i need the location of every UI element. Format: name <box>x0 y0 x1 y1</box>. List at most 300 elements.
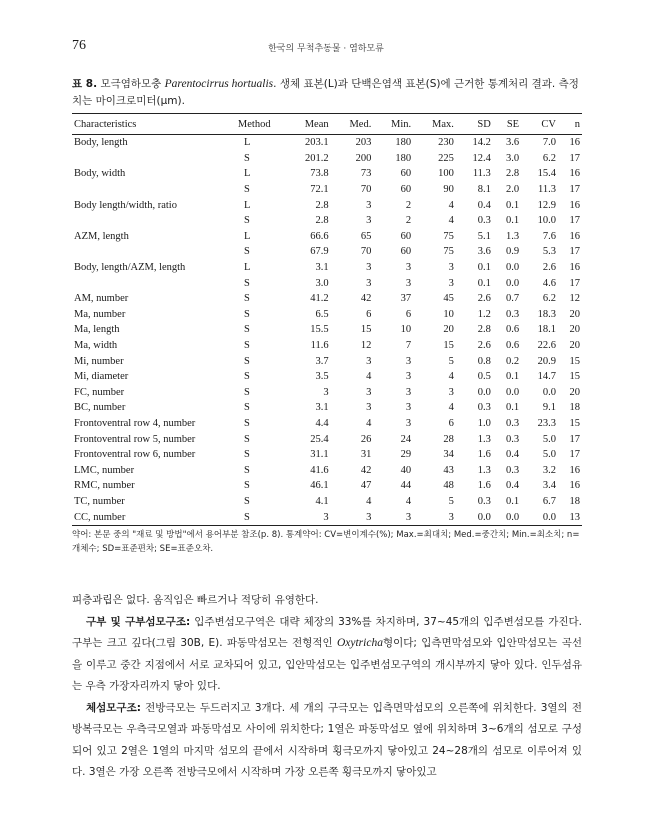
table-cell: AZM, length <box>74 230 129 242</box>
table-cell: RMC, number <box>74 480 135 492</box>
table-cell: 24 <box>400 433 412 445</box>
table-cell: CC, number <box>72 509 224 525</box>
table-cell: 0.5 <box>477 371 491 383</box>
table-cell: 44 <box>400 480 412 492</box>
table-cell: S <box>244 340 250 352</box>
table-cell: S <box>244 495 250 507</box>
table-cell: 1.6 <box>477 480 491 492</box>
table-cell <box>72 275 224 291</box>
table-cell: 3 <box>448 277 454 289</box>
running-title: 한국의 무척추동물 · 염하모류 <box>268 44 384 54</box>
table-row <box>72 182 582 198</box>
table-cell: 0.1 <box>505 199 520 211</box>
table-cell: 2.8 <box>315 199 329 211</box>
table-cell: 18 <box>569 402 580 414</box>
table-row <box>72 275 582 291</box>
table-header-row <box>72 114 582 135</box>
table-cell: S <box>244 464 250 476</box>
table-cell: 15 <box>360 324 372 336</box>
column-header: Characteristics <box>72 114 224 135</box>
table-cell: 73.8 <box>310 168 329 180</box>
table-cell: 0.1 <box>477 277 491 289</box>
table-cell: S <box>244 246 250 258</box>
table-cell: 41.6 <box>310 464 329 476</box>
table-cell: FC, number <box>74 386 125 398</box>
table-cell: 0.0 <box>505 277 520 289</box>
table-cell: 6.2 <box>542 152 557 164</box>
table-cell: 1.0 <box>477 417 491 429</box>
table-cell: 90 <box>443 184 454 196</box>
table-cell: 3 <box>366 355 372 367</box>
table-cell: 17 <box>569 184 580 196</box>
table-cell: 60 <box>400 230 412 242</box>
table-cell: 0.1 <box>505 495 520 507</box>
table-cell: 0.3 <box>505 433 520 445</box>
table-cell: L <box>244 137 251 149</box>
table-cell: 0.6 <box>505 340 520 352</box>
table-cell: 42 <box>360 464 372 476</box>
table-cell: 23.3 <box>537 417 557 429</box>
table-cell: 12.4 <box>472 152 491 164</box>
table-cell: 3 <box>366 262 372 274</box>
table-cell: 1.6 <box>477 449 491 461</box>
table-row <box>72 400 582 416</box>
table-cell: L <box>244 168 251 180</box>
table-cell: 17 <box>569 215 580 227</box>
table-cell: 17 <box>569 152 580 164</box>
table-cell: 180 <box>395 137 412 149</box>
table-cell: 17 <box>569 277 580 289</box>
table-cell: Body length/width, ratio <box>74 199 177 211</box>
table-cell: 48 <box>443 480 454 492</box>
table-cell: 4 <box>405 495 412 507</box>
table-cell: TC, number <box>74 495 125 507</box>
table-cell: 7 <box>405 340 412 352</box>
column-header: SD <box>456 114 493 135</box>
table-cell: 34 <box>443 449 454 461</box>
table-cell: L <box>244 262 251 274</box>
table-cell: 70 <box>360 184 372 196</box>
table-cell: 15 <box>569 355 580 367</box>
table-row <box>72 260 582 276</box>
table-cell: 0.1 <box>505 371 520 383</box>
table-cell: 180 <box>395 152 412 164</box>
table-cell: 3.2 <box>542 464 557 476</box>
table-cell: 60 <box>400 184 412 196</box>
table-cell: 12 <box>360 340 372 352</box>
table-cell: 15 <box>443 340 454 352</box>
table-cell: S <box>244 324 250 336</box>
paragraph-oral-ciliature <box>72 612 582 698</box>
table-cell: 47 <box>360 480 372 492</box>
table-cell: 2 <box>405 215 412 227</box>
table-cell: 17 <box>569 449 580 461</box>
table-cell: 2.8 <box>477 324 491 336</box>
table-cell: 0.0 <box>456 509 493 525</box>
paragraph-1: 피층과립은 없다. 움직임은 빠르거나 적당히 유영한다. <box>72 594 319 606</box>
table-cell: S <box>244 308 250 320</box>
table-cell: 11.6 <box>310 340 329 352</box>
table-cell: 5.0 <box>542 433 557 445</box>
table-row <box>72 338 582 354</box>
table-cell: 0.0 <box>521 509 558 525</box>
table-cell: 5.3 <box>542 246 557 258</box>
table-row <box>72 385 582 401</box>
table-cell: 4.1 <box>315 495 329 507</box>
paragraph-2-text-b: 형이다; 입측면막섬모와 입안막섬모는 곡선을 이루고 중간 지점에서 서로 교차되어 있고, 입안막섬모는 입주변섬모구역의 개시부까지 닿아 있다. 인두섬유는 우측 가장자리까지 닿아 있다. <box>72 637 582 692</box>
table-cell: S <box>224 509 285 525</box>
table-cell: 25.4 <box>310 433 329 445</box>
table-cell: 3 <box>405 402 412 414</box>
table-cell: S <box>244 433 250 445</box>
table-cell: 37 <box>400 293 412 305</box>
table-cell: 72.1 <box>310 184 329 196</box>
table-cell: 2.8 <box>505 168 520 180</box>
table-cell: 100 <box>438 168 454 180</box>
table-cell: S <box>244 152 250 164</box>
species-name: Parentocirrus hortualis <box>164 78 274 90</box>
table-row <box>72 244 582 260</box>
table-cell: 0.2 <box>505 355 520 367</box>
table-cell: 12.9 <box>537 199 557 211</box>
table-body <box>72 135 582 526</box>
table-cell: 3 <box>366 386 372 398</box>
table-cell: 17 <box>569 433 580 445</box>
table-cell: 2.8 <box>315 215 329 227</box>
table-cell: 16 <box>569 480 580 492</box>
table-row <box>72 151 582 167</box>
caption-text-after: . 생체 표본(L)과 단백은염색 표본(S)에 근거한 통계처리 결과. 측정치는 마이크로미터(μm). <box>72 78 579 107</box>
table-cell: 0.1 <box>505 215 520 227</box>
table-row <box>72 353 582 369</box>
table-cell: AM, number <box>74 293 129 305</box>
table-cell: 17 <box>569 246 580 258</box>
table-cell: 5 <box>448 355 454 367</box>
table-cell: 12 <box>569 293 580 305</box>
table-cell: L <box>244 199 251 211</box>
table-cell: S <box>244 277 250 289</box>
table-cell: 3 <box>373 509 413 525</box>
table-row <box>72 197 582 213</box>
table-cell: 65 <box>360 230 372 242</box>
table-cell: 20.9 <box>537 355 557 367</box>
table-cell: 0.4 <box>477 199 491 211</box>
table-cell: 0.3 <box>477 402 491 414</box>
table-cell: 3 <box>405 355 412 367</box>
table-cell: Ma, length <box>74 324 120 336</box>
table-cell: 0.8 <box>477 355 491 367</box>
table-cell: 3 <box>366 277 372 289</box>
table-cell: 31.1 <box>310 449 329 461</box>
table-cell <box>72 213 224 229</box>
table-cell: 75 <box>443 246 454 258</box>
table-caption <box>72 76 580 110</box>
table-cell: 203 <box>355 137 372 149</box>
table-row <box>72 369 582 385</box>
table-cell: S <box>244 293 250 305</box>
table-cell: 18 <box>569 495 580 507</box>
table-row <box>72 416 582 432</box>
table-cell: 73 <box>360 168 372 180</box>
table-cell: 13 <box>558 509 582 525</box>
table-cell: 2.0 <box>505 184 520 196</box>
table-cell: Frontoventral row 5, number <box>74 433 196 445</box>
table-cell: 3 <box>405 262 412 274</box>
table-cell: 15.5 <box>310 324 329 336</box>
morphometric-table <box>72 113 582 526</box>
column-header: SE <box>493 114 521 135</box>
table-cell: 5.0 <box>542 449 557 461</box>
table-cell: 4.4 <box>315 417 329 429</box>
table-cell: 20 <box>443 324 454 336</box>
table-cell: Ma, number <box>74 308 126 320</box>
table-cell: S <box>244 449 250 461</box>
caption-text-before: 모극염하모충 <box>100 78 162 90</box>
table-cell: Mi, diameter <box>74 371 129 383</box>
table-cell: 3 <box>448 262 454 274</box>
table-cell: 18.1 <box>537 324 557 336</box>
table-cell: Ma, width <box>74 340 118 352</box>
table-cell: 3 <box>366 402 372 414</box>
table-cell: 4 <box>448 199 454 211</box>
table-cell: 3 <box>448 386 454 398</box>
table-cell: 203.1 <box>305 137 329 149</box>
table-cell: 60 <box>400 168 412 180</box>
table-cell: 4 <box>448 402 454 414</box>
table-cell: 15 <box>569 417 580 429</box>
table-cell: 201.2 <box>305 152 329 164</box>
table-cell <box>72 151 224 167</box>
table-cell: 3 <box>331 509 374 525</box>
table-cell: 22.6 <box>537 340 557 352</box>
table-cell: 0.9 <box>505 246 520 258</box>
table-cell: 14.7 <box>537 371 557 383</box>
table-cell: S <box>244 355 250 367</box>
table-cell: 40 <box>400 464 412 476</box>
table-cell: 16 <box>569 230 580 242</box>
column-header: Max. <box>413 114 456 135</box>
table-cell: 3 <box>366 215 372 227</box>
table-cell: 0.0 <box>477 386 491 398</box>
paragraph-2-text-a: 입주변섬모구역은 대략 체장의 33%를 차지하며, 37~45개의 입주변섬모를 가진다. 구부는 크고 깊다(그림 30B, E). 파동막섬모는 전형적인 <box>72 615 583 649</box>
table-cell: 2.6 <box>477 340 491 352</box>
table-cell: Body, width <box>74 168 126 180</box>
table-cell: 0.3 <box>505 464 520 476</box>
table-cell: 0.0 <box>505 386 520 398</box>
table-cell: 16 <box>569 464 580 476</box>
table-cell: 0.1 <box>505 402 520 414</box>
table-cell: 6 <box>366 308 372 320</box>
table-cell: 1.3 <box>477 464 491 476</box>
table-cell: 43 <box>443 464 454 476</box>
table-cell: 20 <box>569 340 580 352</box>
table-cell: 10 <box>443 308 454 320</box>
table-cell: 0.0 <box>542 386 557 398</box>
table-cell: 70 <box>360 246 372 258</box>
table-cell: 31 <box>360 449 372 461</box>
table-cell: 5 <box>448 495 454 507</box>
table-cell: 60 <box>400 246 412 258</box>
table-cell: 2.6 <box>542 262 557 274</box>
table-cell: S <box>244 402 250 414</box>
table-cell: 0.0 <box>493 509 521 525</box>
table-cell: LMC, number <box>74 464 135 476</box>
table-cell: 0.3 <box>505 417 520 429</box>
table-cell: 6.2 <box>542 293 557 305</box>
table-cell: 7.0 <box>542 137 557 149</box>
table-cell: 230 <box>438 137 454 149</box>
table-cell: 20 <box>569 386 580 398</box>
table-cell: 3.6 <box>477 246 491 258</box>
table-label: 표 8. <box>72 78 98 90</box>
body-text <box>72 590 582 784</box>
table-cell: 3 <box>405 417 412 429</box>
table-cell: 3 <box>405 386 412 398</box>
table-cell: 11.3 <box>472 168 491 180</box>
table-cell: 67.9 <box>310 246 329 258</box>
table-cell: 9.1 <box>542 402 557 414</box>
section-heading-oral: 구부 및 구부섬모구조: <box>86 615 191 628</box>
table-cell: 3.4 <box>542 480 557 492</box>
table-cell: 16 <box>569 168 580 180</box>
table-cell: S <box>244 480 250 492</box>
table-cell: 11.3 <box>538 184 557 196</box>
table-cell: 7.6 <box>542 230 557 242</box>
paragraph-3-text: 전방극모는 두드러지고 3개다. 세 개의 구극모는 입측면막섬모의 오른쪽에 위치한다. 3열의 전방복극모는 우측극모열과 파동막섬모 사이에 위치한다; 1열은 파동막섬모 옆에 위치하며 3~6개의 섬모로 구성되어 있고 2열은 1열의 마지막 섬모의 끝에서 시작하며 횡극모까지 닿아있고 24~28개의 섬모로 이루어져 있다. 3열은 가장 오른쪽 전방극모에서 시작하며 가장 오른쪽 횡극모까지 닿아있고 <box>72 701 582 778</box>
column-header: Min. <box>373 114 413 135</box>
table-cell: 20 <box>569 324 580 336</box>
table-footnote: 약어: 본문 중의 "재료 및 방법"에서 용어부분 참조(p. 8). 통계약어: CV=변이계수(%); Max.=최대치; Med.=중간치; Min.=최소치; n=개체수; SD=표준편차; SE=표준오차. <box>72 530 580 554</box>
table-cell: 8.1 <box>477 184 491 196</box>
table-cell: 3.0 <box>315 277 329 289</box>
table-row <box>72 509 582 525</box>
table-cell: 4 <box>366 371 372 383</box>
table-cell: 0.3 <box>477 215 491 227</box>
table-cell: 75 <box>443 230 454 242</box>
table-cell: 15.4 <box>537 168 557 180</box>
table-cell: 42 <box>360 293 372 305</box>
paragraph-somatic-ciliature <box>72 698 582 784</box>
table-cell: 6.7 <box>542 495 557 507</box>
table-cell: 10 <box>400 324 412 336</box>
table-cell: 14.2 <box>472 137 491 149</box>
table-cell: 3 <box>323 386 329 398</box>
table-cell: 29 <box>400 449 412 461</box>
table-cell <box>72 244 224 260</box>
table-cell: 225 <box>438 152 454 164</box>
table-row <box>72 494 582 510</box>
table-cell: 15 <box>569 371 580 383</box>
table-row <box>72 447 582 463</box>
table-row <box>72 322 582 338</box>
table-cell: 0.6 <box>505 324 520 336</box>
table-cell: Body, length <box>74 137 128 149</box>
table-cell: 45 <box>443 293 454 305</box>
table-cell: 0.1 <box>477 262 491 274</box>
table-cell: 6.5 <box>315 308 329 320</box>
table-cell: 3.6 <box>505 137 520 149</box>
table-cell: 3.5 <box>315 371 329 383</box>
table-cell: 1.3 <box>477 433 491 445</box>
table-row <box>72 291 582 307</box>
table-cell: 1.2 <box>477 308 491 320</box>
page-number: 76 <box>72 38 86 53</box>
table-cell: 18.3 <box>537 308 557 320</box>
table-cell: S <box>244 417 250 429</box>
table-cell: 4 <box>366 417 372 429</box>
table-row <box>72 307 582 323</box>
table-row <box>72 213 582 229</box>
table-cell: 4 <box>448 371 454 383</box>
table-cell: 66.6 <box>310 230 329 242</box>
table-cell: 3 <box>405 371 412 383</box>
table-cell: 0.0 <box>505 262 520 274</box>
section-heading-somatic: 체섬모구조: <box>86 701 141 714</box>
table-cell: 16 <box>569 262 580 274</box>
table-row <box>72 135 582 151</box>
column-header: Mean <box>285 114 331 135</box>
table-cell: 3 <box>405 277 412 289</box>
table-cell: 4.6 <box>542 277 557 289</box>
table-cell <box>72 182 224 198</box>
table-cell: 3.1 <box>315 402 329 414</box>
table-cell: 0.7 <box>505 293 520 305</box>
table-cell: 3 <box>285 509 331 525</box>
table-cell: 3.0 <box>505 152 520 164</box>
table-row <box>72 166 582 182</box>
table-cell: 1.3 <box>505 230 520 242</box>
table-cell: 3.7 <box>315 355 329 367</box>
table-row <box>72 478 582 494</box>
table-cell: 0.4 <box>505 480 520 492</box>
table-cell: 2 <box>405 199 412 211</box>
table-cell: 0.4 <box>505 449 520 461</box>
table-cell: 3 <box>366 199 372 211</box>
table-cell: S <box>244 184 250 196</box>
genus-name: Oxytricha <box>336 637 383 649</box>
column-header: n <box>558 114 582 135</box>
column-header: Med. <box>331 114 374 135</box>
table-cell: 6 <box>448 417 454 429</box>
table-cell: Body, length/AZM, length <box>74 262 186 274</box>
table-cell: 41.2 <box>310 293 329 305</box>
table-row <box>72 462 582 478</box>
table-cell: S <box>244 386 250 398</box>
table-cell: 20 <box>569 308 580 320</box>
table-cell: 4 <box>448 215 454 227</box>
table-cell: 4 <box>366 495 372 507</box>
table-cell: S <box>244 215 250 227</box>
table-cell: 0.3 <box>477 495 491 507</box>
table-row <box>72 229 582 245</box>
table-cell: 28 <box>443 433 454 445</box>
table-cell: BC, number <box>74 402 126 414</box>
table-cell: 26 <box>360 433 372 445</box>
table-cell: 6 <box>405 308 412 320</box>
column-header: Method <box>224 114 285 135</box>
table-cell: Mi, number <box>74 355 124 367</box>
table-cell: 0.3 <box>505 308 520 320</box>
page-header <box>72 38 580 60</box>
table-cell: 5.1 <box>477 230 491 242</box>
column-header: CV <box>521 114 558 135</box>
table-cell: 16 <box>569 199 580 211</box>
table-cell: 2.6 <box>477 293 491 305</box>
table-cell: 16 <box>569 137 580 149</box>
table-cell: 46.1 <box>310 480 329 492</box>
table-cell: 3 <box>413 509 456 525</box>
table-cell: 200 <box>355 152 372 164</box>
